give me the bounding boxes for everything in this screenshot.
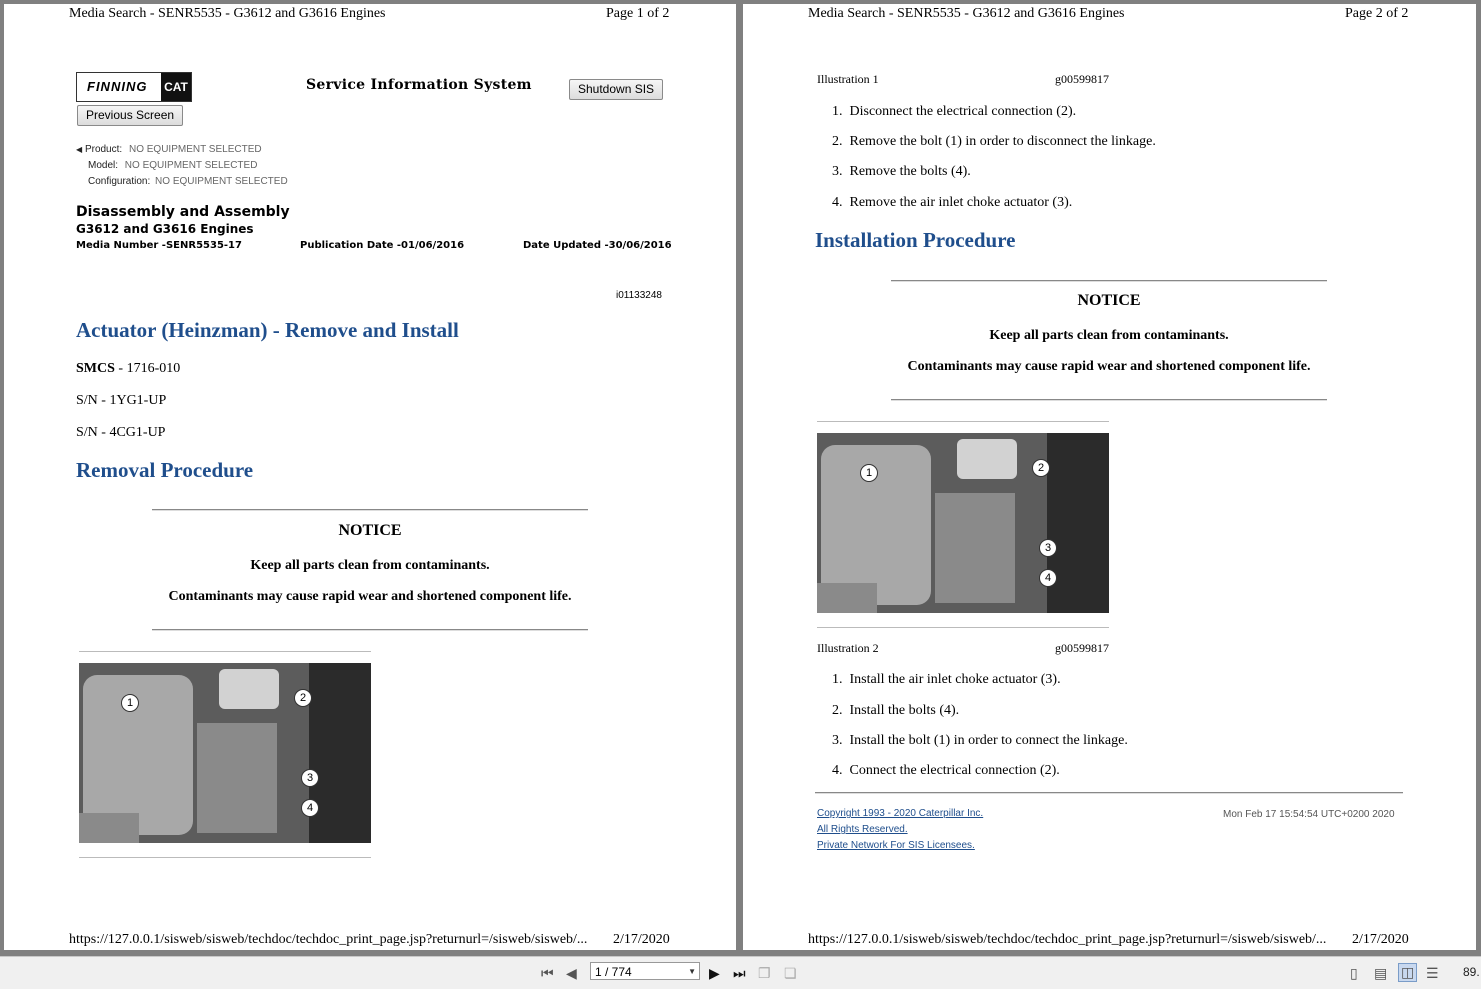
callout-2: 2 [294,689,312,707]
install-step: 2. Install the bolts (4). [832,703,960,718]
actuator-photo [79,663,371,843]
shutdown-sis-button[interactable]: Shutdown SIS [569,79,663,100]
next-page-icon[interactable]: ▶ [709,965,720,981]
first-page-icon[interactable]: ⏮ [541,965,554,981]
notice-title: NOTICE [1077,292,1141,309]
page-number: Page 2 of 2 [1345,6,1409,21]
illustration-frame-top [79,651,371,652]
page-2 [743,4,1476,950]
install-step: 1. Install the air inlet choke actuator (3). [832,672,1061,687]
main-title: Actuator (Heinzman) - Remove and Install [76,318,459,342]
configuration-row: Configuration: NO EQUIPMENT SELECTED [88,176,288,187]
publication-date: Publication Date -01/06/2016 [300,240,465,251]
callout-1: 1 [121,694,139,712]
sis-title: Service Information System [306,77,532,93]
timestamp: Mon Feb 17 15:54:54 UTC+0200 2020 [1223,809,1395,820]
continuous-icon[interactable]: ▤ [1374,965,1388,981]
two-page-continuous-icon[interactable]: ☰ [1426,965,1439,981]
notice-divider-bottom [152,629,588,631]
page-number: Page 1 of 2 [606,6,670,21]
illustration-1-label: Illustration 1 [817,72,879,86]
two-page-icon[interactable]: ◫ [1398,963,1417,982]
install-step: 4. Connect the electrical connection (2). [832,763,1060,778]
model-row: Model: NO EQUIPMENT SELECTED [88,160,258,171]
actuator-photo [817,433,1109,613]
notice-title: NOTICE [338,522,402,539]
single-page-icon[interactable]: ▯ [1350,965,1358,981]
page-header-title: Media Search - SENR5535 - G3612 and G3616 Engines [69,6,386,21]
notice-line-1: Keep all parts clean from contaminants. [250,558,490,573]
footer-date: 2/17/2020 [1352,932,1409,947]
document-subtitle: G3612 and G3616 Engines [76,222,254,236]
illustration-2-id: g00599817 [1055,641,1109,655]
serial-line-2: S/N - 4CG1-UP [76,425,166,440]
notice-line-2: Contaminants may cause rapid wear and shortened component life. [168,589,572,604]
footer-url: https://127.0.0.1/sisweb/sisweb/techdoc/techdoc_print_page.jsp?returnurl=/sisweb/sisweb/... [808,932,1327,947]
removal-step: 2. Remove the bolt (1) in order to disconnect the linkage. [832,134,1156,149]
pdf-viewer-toolbar [0,956,1481,989]
previous-screen-button[interactable]: Previous Screen [77,105,183,126]
callout-2: 2 [1032,459,1050,477]
zoom-level[interactable]: 89. [1463,965,1480,979]
copy-icon[interactable]: ❐ [758,965,771,981]
page-1 [4,4,736,950]
document-id: i01133248 [616,290,662,301]
illustration-frame-bottom [817,627,1109,628]
callout-3: 3 [1039,539,1057,557]
callout-4: 4 [1039,569,1057,587]
product-row: ◀ Product: NO EQUIPMENT SELECTED [76,144,262,155]
copyright-block [817,806,983,854]
illustration-frame-bottom [79,857,371,858]
notice-divider-bottom [891,399,1327,401]
smcs-line: SMCS - 1716-010 [76,361,181,376]
finning-cat-logo: FINNING CAT [76,72,192,102]
footer-date: 2/17/2020 [613,932,670,947]
chevron-down-icon: ▼ [688,967,696,976]
callout-3: 3 [301,769,319,787]
page-header-title: Media Search - SENR5535 - G3612 and G3616 Engines [808,6,1125,21]
date-updated: Date Updated -30/06/2016 [523,240,672,251]
notice-divider-top [891,280,1327,282]
notice-divider-top [152,509,588,511]
last-page-icon[interactable]: ⏭ [733,965,746,981]
illustration-frame-top [817,421,1109,422]
paste-icon[interactable]: ❏ [784,965,797,981]
private-network-link[interactable]: Private Network For SIS Licensees. [817,840,975,851]
page-number-select[interactable]: 1 / 774 ▼ [590,962,700,980]
illustration-2-label: Illustration 2 [817,641,879,655]
removal-step: 4. Remove the air inlet choke actuator (3). [832,195,1073,210]
notice-line-1: Keep all parts clean from contaminants. [989,328,1229,343]
media-number: Media Number -SENR5535-17 [76,240,242,251]
notice-line-2: Contaminants may cause rapid wear and shortened component life. [907,359,1311,374]
rights-link[interactable]: All Rights Reserved. [817,824,908,835]
prev-page-icon[interactable]: ◀ [566,965,577,981]
callout-4: 4 [301,799,319,817]
removal-heading: Removal Procedure [76,458,254,482]
serial-line-1: S/N - 1YG1-UP [76,393,167,408]
installation-heading: Installation Procedure [815,228,1016,252]
footer-divider [815,792,1403,794]
footer-url: https://127.0.0.1/sisweb/sisweb/techdoc/techdoc_print_page.jsp?returnurl=/sisweb/sisweb/... [69,932,588,947]
collapse-arrow-icon[interactable]: ◀ [76,145,83,154]
callout-1: 1 [860,464,878,482]
document-title: Disassembly and Assembly [76,204,290,220]
removal-step: 3. Remove the bolts (4). [832,164,971,179]
install-step: 3. Install the bolt (1) in order to connect the linkage. [832,733,1128,748]
removal-step: 1. Disconnect the electrical connection (2). [832,104,1077,119]
copyright-link[interactable]: Copyright 1993 - 2020 Caterpillar Inc. [817,808,984,819]
illustration-1-id: g00599817 [1055,72,1109,86]
